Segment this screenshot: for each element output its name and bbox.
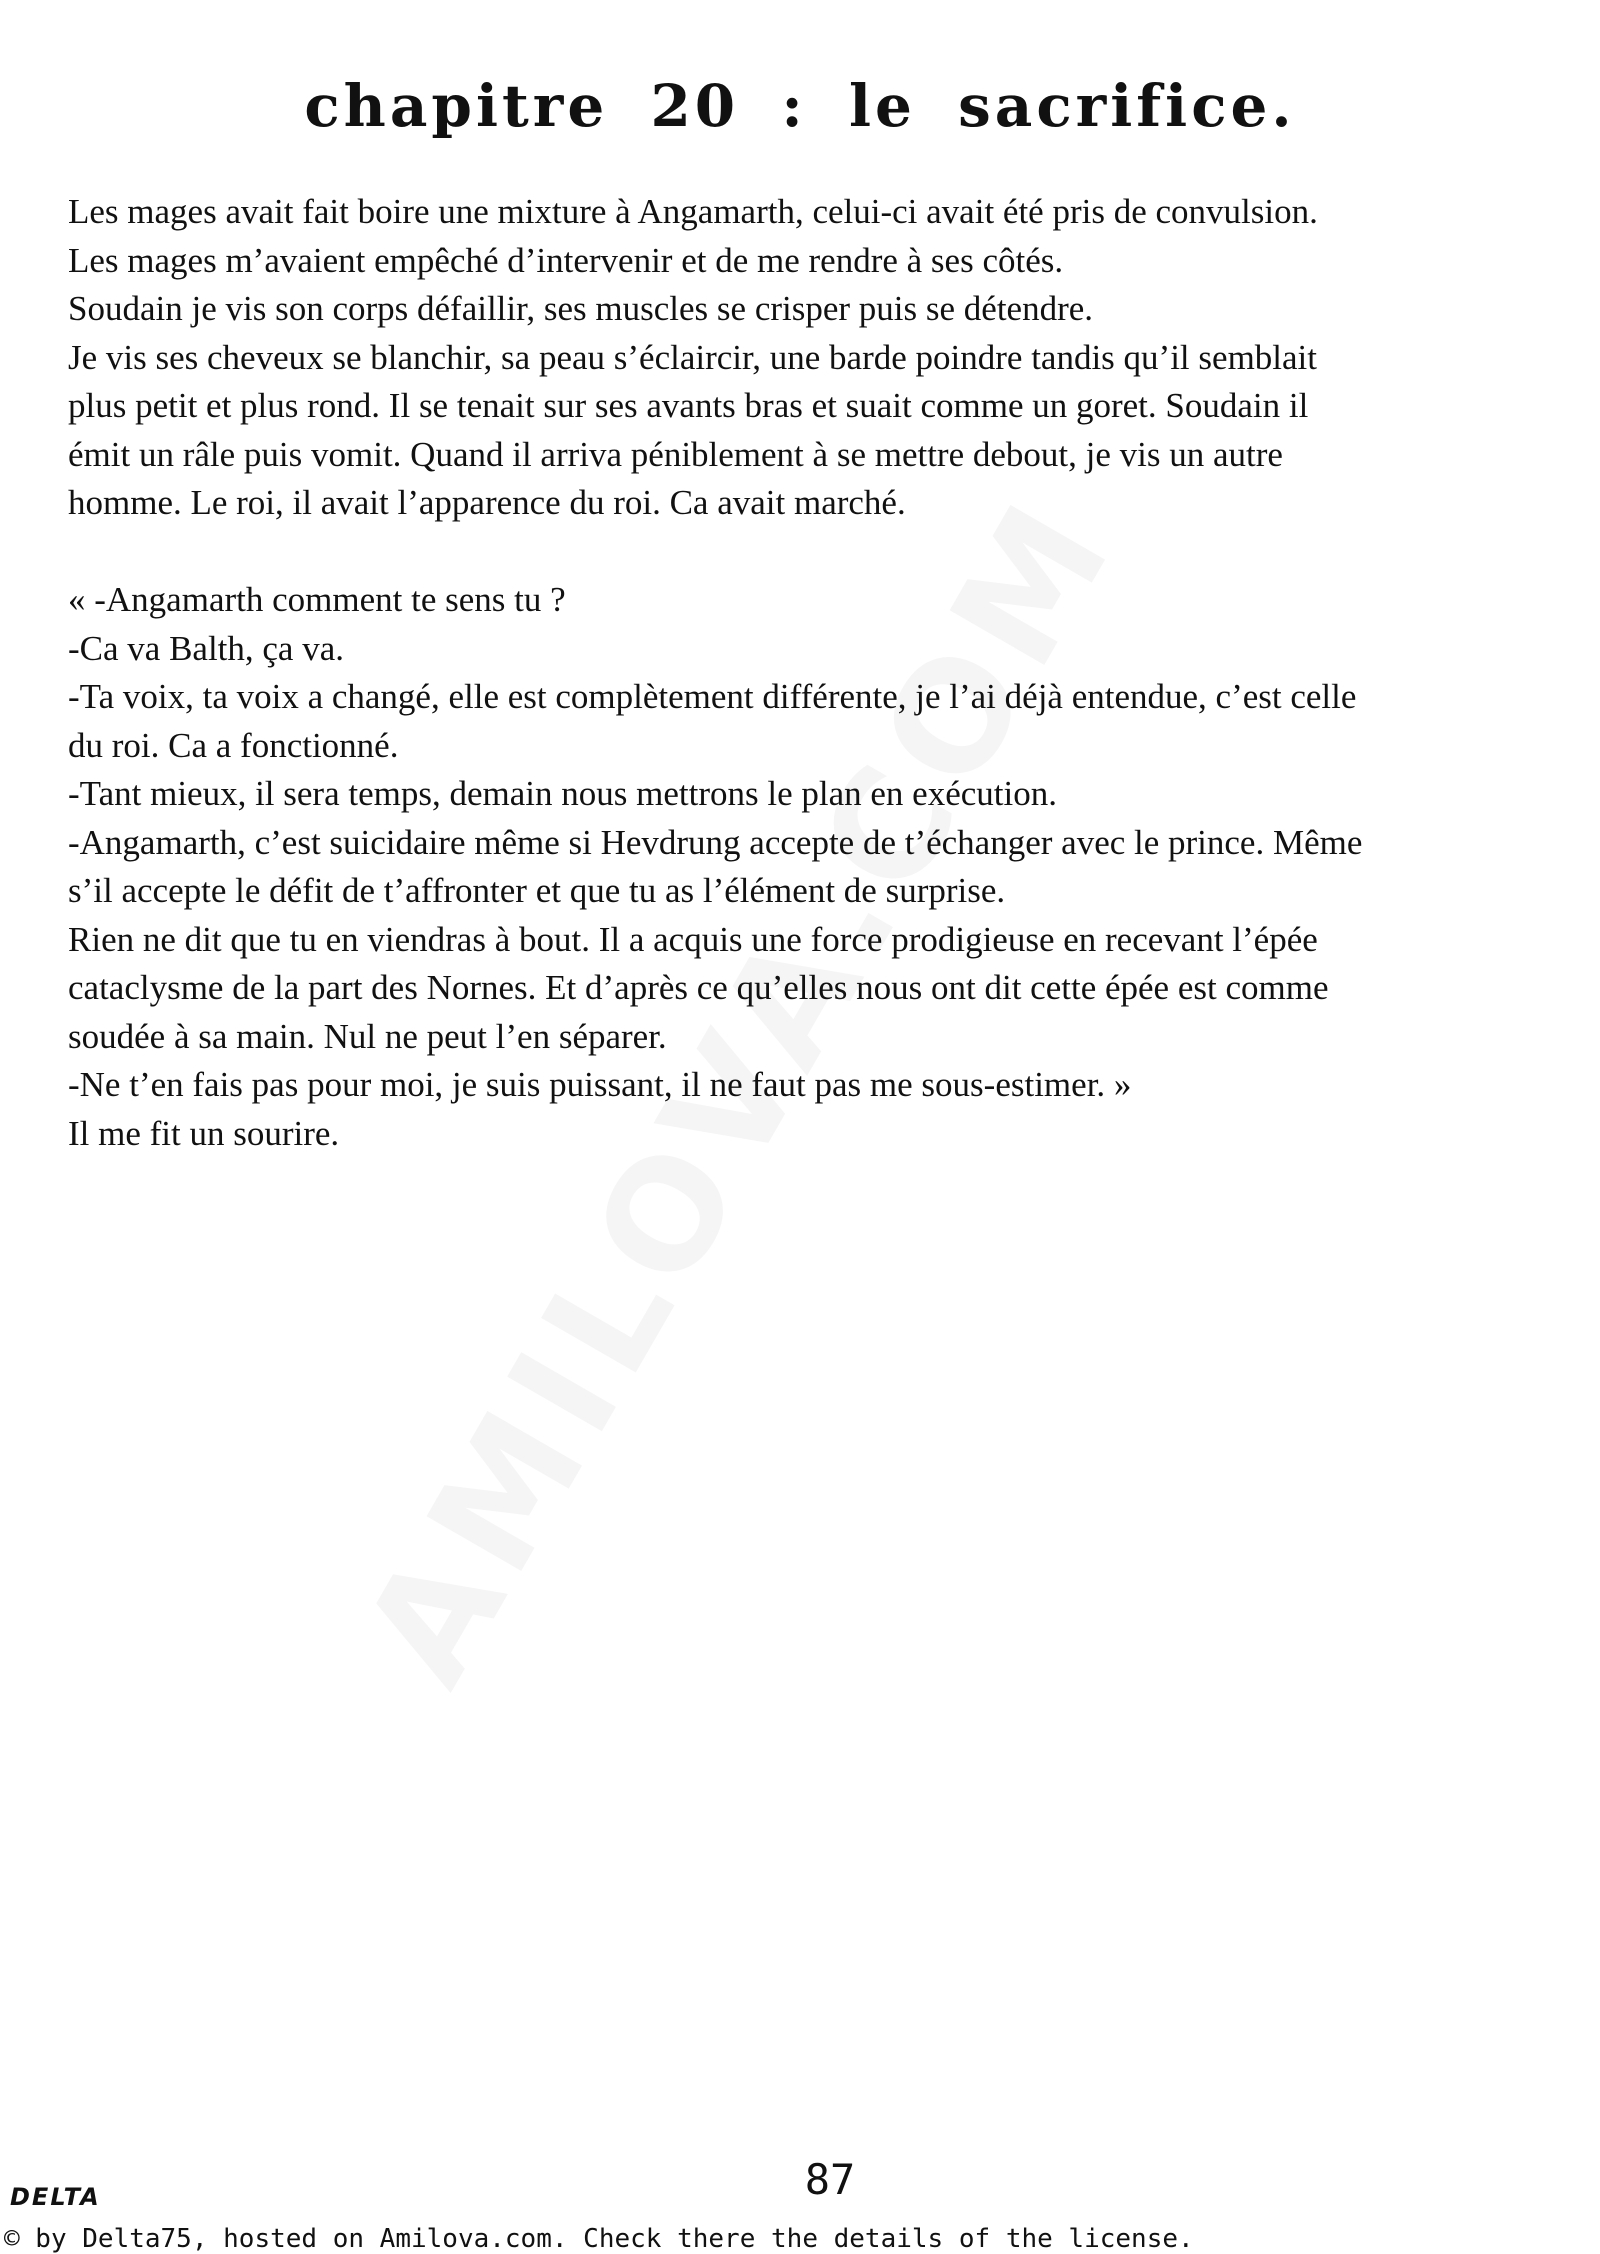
text-line: plus petit et plus rond. Il se tenait sur ses avants bras et suait comme un goret. Soudain il <box>68 386 1309 425</box>
text-line: soudée à sa main. Nul ne peut l’en séparer. <box>68 1016 667 1056</box>
text-line: -Ta voix, ta voix a changé, elle est complètement différente, je l’ai déjà entendue, c’est celle <box>68 677 1357 716</box>
text-line: cataclysme de la part des Nornes. Et d’après ce qu’elles nous ont dit cette épée est comme <box>68 968 1329 1007</box>
text-line: -Ne t’en fais pas pour moi, je suis puissant, il ne faut pas me sous-estimer. » <box>68 1065 1132 1104</box>
text-line: Je vis ses cheveux se blanchir, sa peau s’éclaircir, une barde poindre tandis qu’il semblait <box>68 337 1317 377</box>
paragraph-narration <box>68 188 1568 528</box>
text-line: Soudain je vis son corps défaillir, ses muscles se crisper puis se détendre. <box>68 289 1094 328</box>
delta-logo: DELTA <box>10 2183 101 2211</box>
paragraph-dialogue <box>68 576 1568 1158</box>
text-line: Rien ne dit que tu en viendras à bout. Il a acquis une force prodigieuse en recevant l’épée <box>68 919 1318 959</box>
text-line: -Angamarth, c’est suicidaire même si Hevdrung accepte de t’échanger avec le prince. Même <box>68 822 1363 862</box>
text-line: homme. Le roi, il avait l’apparence du roi. Ca avait marché. <box>68 483 906 522</box>
text-line: Les mages avait fait boire une mixture à Angamarth, celui-ci avait été pris de convulsion. <box>68 192 1318 231</box>
text-line: s’il accepte le défit de t’affronter et que tu as l’élément de surprise. <box>68 871 1006 910</box>
copyright-notice: © by Delta75, hosted on Amilova.com. Check there the details of the license. <box>4 2224 1194 2254</box>
text-line: Il me fit un sourire. <box>68 1113 340 1153</box>
text-line: du roi. Ca a fonctionné. <box>68 725 399 765</box>
chapter-body <box>68 188 1568 1158</box>
page-number: 87 <box>804 2155 856 2204</box>
text-line: -Ca va Balth, ça va. <box>68 628 345 668</box>
chapter-title: chapitre 20 : le sacrifice. <box>304 72 1296 140</box>
text-line: émit un râle puis vomit. Quand il arriva péniblement à se mettre debout, je vis un autre <box>68 434 1283 474</box>
text-line: « -Angamarth comment te sens tu ? <box>68 580 566 619</box>
text-line: Les mages m’avaient empêché d’intervenir et de me rendre à ses côtés. <box>68 240 1064 280</box>
text-line: -Tant mieux, il sera temps, demain nous mettrons le plan en exécution. <box>68 774 1057 813</box>
